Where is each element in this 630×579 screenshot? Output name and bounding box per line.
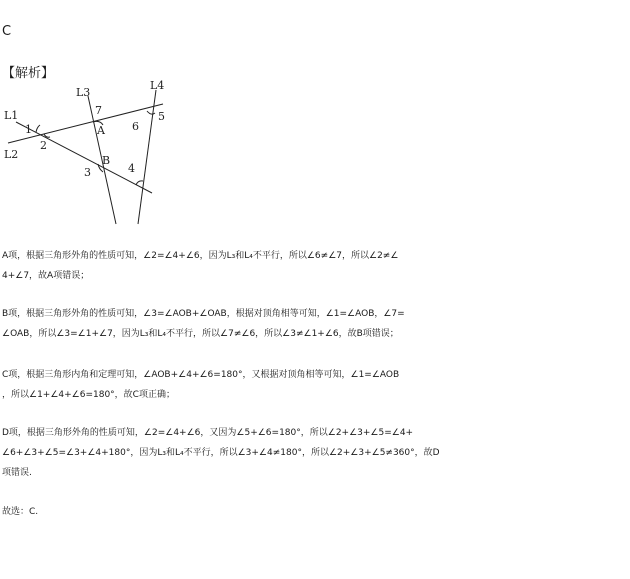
section-title: 【解析】 <box>2 66 55 81</box>
analysis-c-line-2: ，所以∠1+∠4+∠6=180°，故C项正确； <box>2 390 175 400</box>
label-point-B: B <box>102 154 111 167</box>
angle-arc-1 <box>36 125 40 132</box>
label-L2: L2 <box>4 148 19 161</box>
label-point-A: A <box>97 124 105 137</box>
label-angle-3: 3 <box>84 166 91 179</box>
analysis-c-line-1: C项，根据三角形内角和定理可知，∠AOB+∠4+∠6=180°，又根据对顶角相等可知，∠1=∠AOB <box>2 370 400 380</box>
label-angle-1: 1 <box>25 123 32 136</box>
analysis-d-line-2: ∠6+∠3+∠5=∠3+∠4+180°，因为L₃和L₄不平行，所以∠3+∠4≠180°，所以∠2+∠3+∠5≠360°，故D <box>2 448 440 458</box>
label-L1: L1 <box>4 109 19 122</box>
conclusion: 故选：C. <box>2 507 39 517</box>
analysis-b-line-2: ∠OAB，所以∠3=∠1+∠7，因为L₃和L₄不平行，所以∠7≠∠6，所以∠3≠∠1+∠6，故B项错误； <box>2 329 399 339</box>
label-L4: L4 <box>150 79 165 92</box>
analysis-d-line-1: D项，根据三角形外角的性质可知，∠2=∠4+∠6，又因为∠5+∠6=180°，所以∠2+∠3+∠5=∠4+ <box>2 428 414 438</box>
angle-arc-5 <box>147 111 155 114</box>
analysis-a-line-2: 4+∠7，故A项错误； <box>2 271 90 281</box>
analysis-b-line-1: B项，根据三角形外角的性质可知，∠3=∠AOB+∠OAB，根据对顶角相等可知，∠1=∠AOB，∠7= <box>2 309 405 319</box>
label-angle-4: 4 <box>128 162 135 175</box>
analysis-a-line-1: A项，根据三角形外角的性质可知，∠2=∠4+∠6，因为L₃和L₄不平行，所以∠6≠∠7，所以∠2≠∠ <box>2 251 399 261</box>
label-L3: L3 <box>76 86 91 99</box>
label-angle-6: 6 <box>132 120 139 133</box>
label-angle-5: 5 <box>158 110 165 123</box>
answer-letter: C <box>2 24 12 39</box>
label-angle-2: 2 <box>40 139 47 152</box>
geometry-figure <box>0 74 180 234</box>
label-angle-7: 7 <box>95 104 102 117</box>
angle-arc-4 <box>136 181 143 185</box>
analysis-d-line-3: 项错误. <box>2 468 32 478</box>
